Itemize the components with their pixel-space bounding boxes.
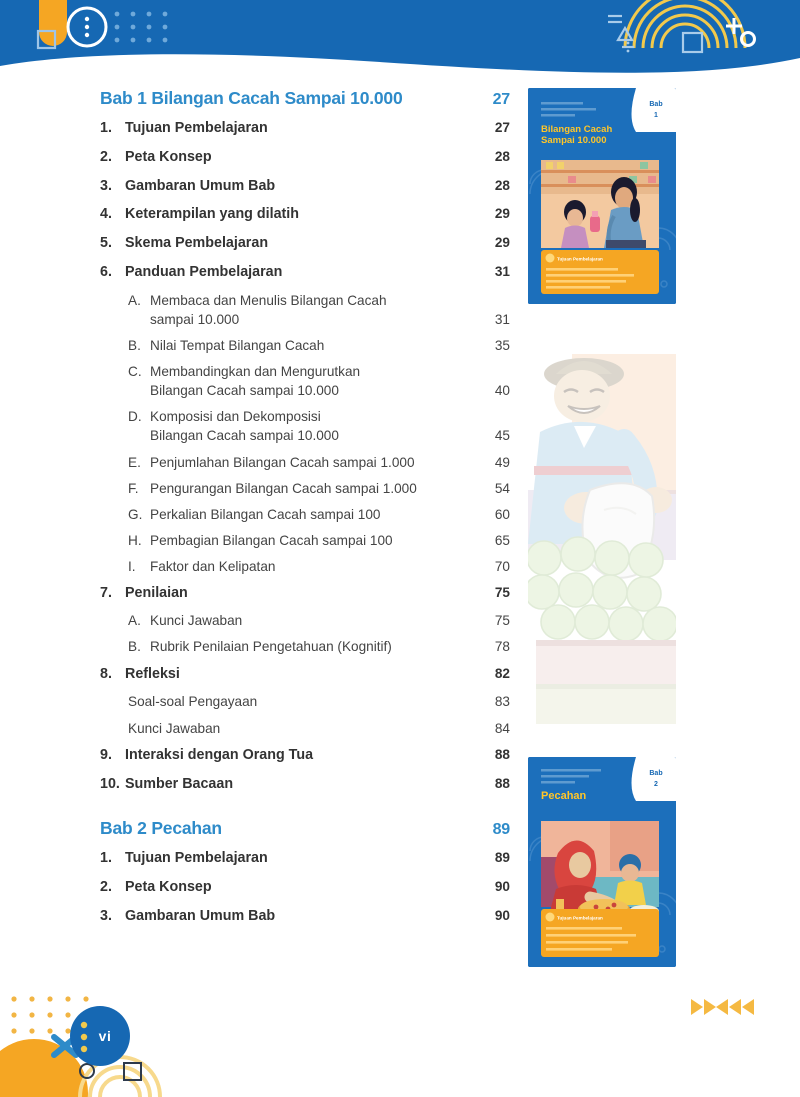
entry-page: 75	[494, 584, 510, 600]
page-number-badge	[70, 1006, 130, 1066]
entry-label: Skema Pembelajaran	[125, 235, 269, 252]
badge-dots	[78, 1020, 90, 1054]
table-of-contents	[100, 88, 510, 935]
entry-label: Gambaran Umum Bab	[125, 177, 276, 194]
entry-page: 29	[494, 235, 510, 251]
toc-entry[interactable]	[100, 176, 510, 196]
entry-page: 75	[494, 613, 510, 629]
cover2-artwork	[528, 757, 676, 967]
entry-label: Refleksi	[125, 665, 180, 682]
entry-marker: 8.	[100, 665, 112, 682]
entry-marker: 3.	[100, 177, 112, 194]
toc-entry[interactable]	[100, 637, 510, 656]
header-shape	[0, 0, 800, 90]
entry-label	[150, 362, 464, 400]
toc-entry[interactable]	[100, 877, 510, 897]
entry-label: Kunci Jawaban	[150, 613, 243, 629]
entry-label: Sumber Bacaan	[125, 776, 234, 793]
entry-page: 28	[494, 148, 510, 164]
toc-entry[interactable]	[100, 719, 510, 738]
entry-label: Tujuan Pembelajaran	[125, 120, 268, 136]
entry-label: Penilaian	[125, 584, 188, 601]
entry-page: 89	[494, 850, 510, 866]
entry-page: 90	[494, 879, 510, 895]
entry-marker: 1.	[100, 850, 112, 867]
entry-page: 45	[494, 428, 510, 444]
toc-entry[interactable]	[100, 557, 510, 576]
entry-label	[150, 407, 464, 445]
entry-label	[150, 291, 464, 329]
entry-label: Peta Konsep	[125, 879, 212, 896]
entry-marker: C.	[128, 364, 142, 380]
svg-text:Bab: Bab	[649, 101, 663, 108]
page-header-band	[0, 0, 800, 90]
fruit-stall-artwork	[528, 340, 676, 732]
entry-label: Faktor dan Kelipatan	[150, 558, 276, 574]
entry-page: 28	[494, 177, 510, 193]
entry-marker: A.	[128, 293, 141, 309]
entry-label-line1: Membandingkan dan Mengurutkan	[150, 364, 361, 380]
toc-entry[interactable]	[100, 692, 510, 711]
figure-fruit-stall-illustration	[528, 340, 676, 732]
toc-entry[interactable]	[100, 745, 510, 765]
toc-entry[interactable]	[100, 505, 510, 524]
toc-entry[interactable]	[100, 453, 510, 472]
toc-entry[interactable]	[100, 336, 510, 355]
entry-marker: D.	[128, 409, 142, 425]
entry-page: 49	[494, 454, 510, 470]
entry-label: Panduan Pembelajaran	[125, 263, 283, 280]
toc-entry[interactable]	[100, 233, 510, 253]
entry-marker: 2.	[100, 879, 112, 896]
toc-entry[interactable]	[100, 774, 510, 794]
entry-page: 65	[494, 532, 510, 548]
toc-entry[interactable]	[100, 291, 510, 329]
svg-text:Pecahan: Pecahan	[541, 790, 587, 802]
entry-page: 70	[494, 558, 510, 574]
entry-page: 84	[494, 720, 510, 736]
figure-chapter1-cover	[528, 88, 676, 304]
page-number-label: vi	[98, 1028, 112, 1044]
toc-entry[interactable]	[100, 407, 510, 445]
chapter-heading[interactable]	[100, 818, 510, 839]
toc-entry[interactable]	[100, 531, 510, 550]
entry-label: Tujuan Pembelajaran	[125, 850, 268, 867]
entry-label: Gambaran Umum Bab	[125, 908, 276, 925]
entry-label-line1: Membaca dan Menulis Bilangan Cacah	[150, 293, 387, 309]
entry-marker: 2.	[100, 148, 112, 165]
svg-text:Sampai 10.000: Sampai 10.000	[541, 135, 607, 146]
entry-page: 90	[494, 908, 510, 924]
entry-page: 29	[494, 206, 510, 222]
toc-entry[interactable]	[100, 848, 510, 868]
entry-label: Pembagian Bilangan Cacah sampai 100	[150, 532, 393, 548]
entry-page: 60	[494, 506, 510, 522]
entry-marker: F.	[128, 480, 139, 496]
svg-text:Tujuan Pembelajaran: Tujuan Pembelajaran	[557, 915, 603, 921]
orange-rounded-bar	[39, 0, 67, 46]
svg-text:Tujuan Pembelajaran: Tujuan Pembelajaran	[557, 256, 603, 262]
entry-marker: 10.	[100, 776, 120, 793]
entry-marker: B.	[128, 639, 141, 655]
entry-marker: E.	[128, 454, 141, 470]
entry-marker: 7.	[100, 584, 112, 601]
toc-entry[interactable]	[100, 362, 510, 400]
entry-label-line2: sampai 10.000	[150, 312, 240, 328]
entry-marker: 1.	[100, 120, 112, 136]
entry-page: 31	[494, 263, 510, 279]
entry-label: Kunci Jawaban	[128, 720, 221, 736]
entry-page: 88	[494, 747, 510, 763]
svg-text:Bilangan Cacah: Bilangan Cacah	[541, 124, 613, 135]
entry-page: 35	[494, 338, 510, 354]
entry-page: 82	[494, 665, 510, 681]
entry-page: 31	[494, 312, 510, 328]
entry-marker: 5.	[100, 235, 112, 252]
entry-marker: 4.	[100, 206, 112, 223]
toc-entry[interactable]	[100, 664, 510, 684]
entry-label: Rubrik Penilaian Pengetahuan (Kognitif)	[150, 639, 392, 655]
toc-entry[interactable]	[100, 262, 510, 282]
entry-label: Pengurangan Bilangan Cacah sampai 1.000	[150, 480, 417, 496]
entry-page: 88	[494, 776, 510, 792]
entry-label-line2: Bilangan Cacah sampai 10.000	[150, 428, 339, 444]
entry-marker: 9.	[100, 747, 112, 764]
svg-text:2: 2	[654, 781, 658, 788]
entry-page: 54	[494, 480, 510, 496]
entry-page: 83	[494, 694, 510, 710]
entry-page: 27	[494, 120, 510, 135]
chapter-title: Bab 2 Pecahan	[100, 818, 222, 839]
figure-chapter2-cover	[528, 757, 676, 967]
toc-entry[interactable]	[100, 611, 510, 630]
svg-text:1: 1	[654, 112, 658, 119]
entry-marker: G.	[128, 506, 143, 522]
entry-page: 40	[494, 383, 510, 399]
entry-marker: H.	[128, 532, 142, 548]
chapter-title: Bab 1 Bilangan Cacah Sampai 10.000	[100, 88, 403, 108]
svg-text:Bab: Bab	[649, 770, 663, 777]
entry-marker: B.	[128, 338, 141, 354]
entry-label: Soal-soal Pengayaan	[128, 694, 258, 710]
toc-entry[interactable]	[100, 204, 510, 224]
toc-entry[interactable]	[100, 147, 510, 167]
entry-page: 78	[494, 639, 510, 655]
entry-label: Keterampilan yang dilatih	[125, 206, 299, 223]
entry-label: Nilai Tempat Bilangan Cacah	[150, 338, 325, 354]
entry-marker: 3.	[100, 908, 112, 925]
entry-label: Perkalian Bilangan Cacah sampai 100	[150, 506, 381, 522]
entry-marker: A.	[128, 613, 141, 629]
entry-label-line1: Komposisi dan Dekomposisi	[150, 409, 321, 425]
entry-marker: I.	[128, 558, 136, 574]
toc-entry[interactable]	[100, 583, 510, 603]
toc-entry[interactable]	[100, 906, 510, 926]
entry-label: Penjumlahan Bilangan Cacah sampai 1.000	[150, 454, 415, 470]
entry-label: Peta Konsep	[125, 148, 212, 165]
entry-label: Interaksi dengan Orang Tua	[125, 747, 314, 764]
toc-entry[interactable]	[100, 479, 510, 498]
chapter-heading[interactable]	[100, 88, 510, 109]
arrow-group	[691, 999, 754, 1015]
chapter-page: 89	[492, 821, 510, 839]
chapter-page: 27	[492, 91, 510, 108]
toc-entry[interactable]	[100, 118, 510, 138]
entry-marker: 6.	[100, 263, 112, 280]
entry-label-line2: Bilangan Cacah sampai 10.000	[150, 383, 339, 399]
cover1-artwork	[528, 88, 676, 304]
